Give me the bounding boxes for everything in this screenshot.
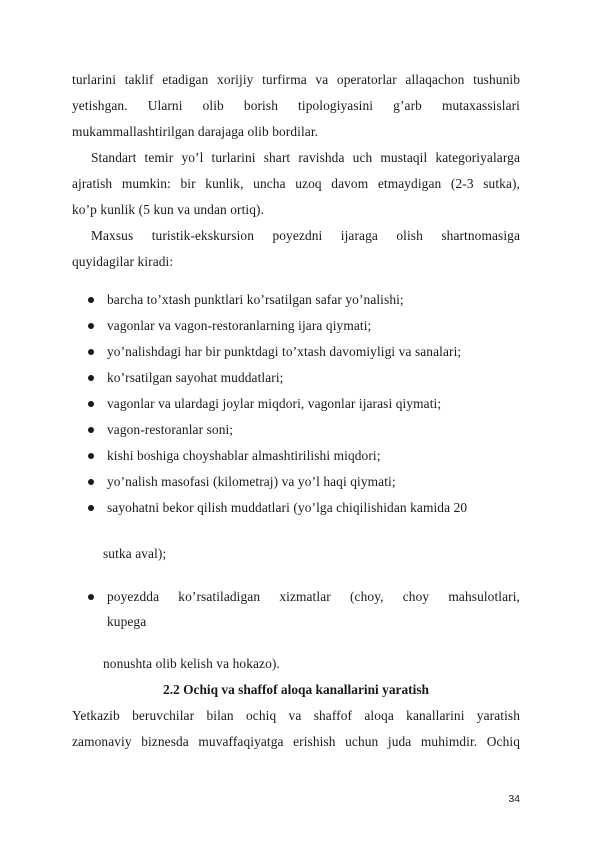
bullet-icon	[88, 323, 94, 329]
list-item: yo’nalishdagi har bir punktdagi to’xtash davomiyligi va sanalari;	[107, 344, 462, 359]
body-text-line: zamonaviy biznesda muvaffaqiyatga erishish uchun juda muhimdir. Ochiq	[72, 734, 520, 749]
list-item-continuation: nonushta olib kelish va hokazo).	[103, 656, 280, 671]
bullet-icon	[88, 479, 94, 485]
list-item: vagonlar va vagon-restoranlarning ijara qiymati;	[107, 318, 372, 333]
list-item: yo’nalish masofasi (kilometraj) va yo’l haqi qiymati;	[107, 474, 396, 489]
body-text-line: Maxsus turistik-ekskursion poyezdni ijaraga olish shartnomasiga	[91, 228, 520, 243]
list-item: vagonlar va ulardagi joylar miqdori, vagonlar ijarasi qiymati;	[107, 396, 442, 411]
list-item: kishi boshiga choyshablar almashtirilishi miqdori;	[107, 448, 381, 463]
list-item: poyezdda ko’rsatiladigan xizmatlar (choy, choy mahsulotlari,	[107, 589, 520, 604]
bullet-icon	[88, 401, 94, 407]
bullet-icon	[88, 453, 94, 459]
bullet-icon	[88, 427, 94, 433]
list-item-continuation: sutka aval);	[103, 546, 167, 561]
bullet-icon	[88, 375, 94, 381]
body-text-line: Yetkazib beruvchilar bilan ochiq va shaffof aloqa kanallarini yaratish	[72, 708, 520, 723]
page-number: 34	[508, 793, 520, 805]
list-item: barcha to’xtash punktlari ko’rsatilgan safar yo’nalishi;	[107, 292, 404, 307]
body-text-line: quyidagilar kiradi:	[72, 254, 174, 269]
bullet-icon	[88, 297, 94, 303]
list-item: ko’rsatilgan sayohat muddatlari;	[107, 370, 284, 385]
bullet-icon	[88, 505, 94, 511]
bullet-icon	[88, 349, 94, 355]
body-text-line: ko’p kunlik (5 kun va undan ortiq).	[72, 202, 265, 217]
list-item: sayohatni bekor qilish muddatlari (yo’lga chiqilishidan kamida 20	[107, 500, 468, 515]
body-text-line: turlarini taklif etadigan xorijiy turfirma va operatorlar allaqachon tushunib	[72, 72, 520, 87]
body-text-line: Standart temir yo’l turlarini shart ravishda uch mustaqil kategoriyalarga	[91, 150, 520, 165]
section-heading: 2.2 Ochiq va shaffof aloqa kanallarini yaratish	[163, 682, 429, 697]
body-text-line: ajratish mumkin: bir kunlik, uncha uzoq davom etmaydigan (2-3 sutka),	[72, 176, 520, 191]
list-item: vagon-restoranlar soni;	[107, 422, 234, 437]
list-item-line: kupega	[107, 614, 147, 629]
bullet-icon	[88, 594, 94, 600]
body-text-line: mukammallashtirilgan darajaga olib bordilar.	[72, 124, 319, 139]
body-text-line: yetishgan. Ularni olib borish tipologiyasini g’arb mutaxassislari	[72, 98, 520, 113]
